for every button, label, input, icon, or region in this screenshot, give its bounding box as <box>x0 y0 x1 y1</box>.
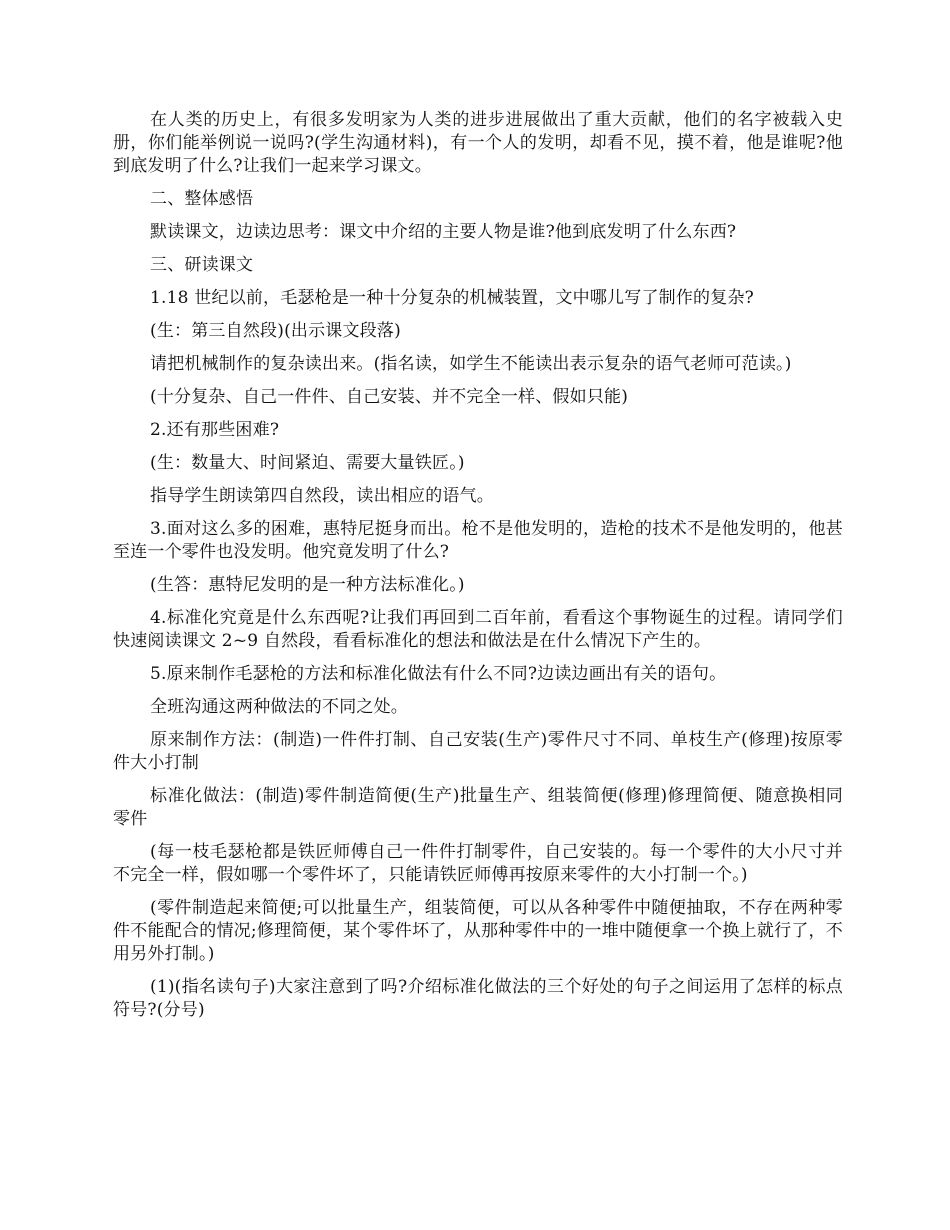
paragraph-punctuation-question: (1)(指名读句子)大家注意到了吗?介绍标准化做法的三个好处的句子之间运用了怎样的标点符号?(分号) <box>113 977 843 1020</box>
paragraph-question-2: 2.还有那些困难? <box>150 420 280 440</box>
paragraph-intro: 在人类的历史上，有很多发明家为人类的进步进展做出了重大贡献，他们的名字被载入史册，你们能举例说一说吗?(学生沟通材料)，有一个人的发明，却看不见，摸不着，他是谁呢?他到底发明了什么?让我们一起来学习课文。 <box>113 110 843 176</box>
paragraph-answer-2: (生：数量大、时间紧迫、需要大量铁匠。) <box>150 453 465 473</box>
paragraph-read-aloud: 请把机械制作的复杂读出来。(指名读，如学生不能读出表示复杂的语气老师可范读。) <box>150 354 792 374</box>
section-heading-study: 三、研读课文 <box>150 255 254 275</box>
paragraph-answer-1: (生：第三自然段)(出示课文段落) <box>150 321 401 341</box>
paragraph-answer-3: (生答：惠特尼发明的是一种方法标准化。) <box>150 575 465 595</box>
document-body <box>113 109 843 1032</box>
paragraph-question-5: 5.原来制作毛瑟枪的方法和标准化做法有什么不同?边读边画出有关的语句。 <box>150 664 727 684</box>
paragraph-question-1: 1.18 世纪以前，毛瑟枪是一种十分复杂的机械装置，文中哪儿写了制作的复杂? <box>150 288 754 308</box>
paragraph-keywords: (十分复杂、自己一件件、自己安装、并不完全一样、假如只能) <box>150 387 629 407</box>
section-heading-overall: 二、整体感悟 <box>150 189 254 209</box>
paragraph-original-detail: (每一枝毛瑟枪都是铁匠师傅自己一件件打制零件，自己安装的。每一个零件的大小尺寸并不完全一样，假如哪一个零件坏了，只能请铁匠师傅再按原来零件的大小打制一个。) <box>113 842 843 885</box>
paragraph-original-method: 原来制作方法：(制造)一件件打制、自己安装(生产)零件尺寸不同、单枝生产(修理)按原零件大小打制 <box>113 730 843 773</box>
paragraph-guidance: 指导学生朗读第四自然段，读出相应的语气。 <box>150 486 494 506</box>
paragraph-class-discussion: 全班沟通这两种做法的不同之处。 <box>150 697 408 717</box>
paragraph-question-4: 4.标准化究竟是什么东西呢?让我们再回到二百年前，看看这个事物诞生的过程。请同学们快速阅读课文 2~9 自然段，看看标准化的想法和做法是在什么情况下产生的。 <box>113 608 843 651</box>
paragraph-standardized-method: 标准化做法：(制造)零件制造简便(生产)批量生产、组装简便(修理)修理简便、随意换相同零件 <box>113 786 843 829</box>
paragraph-question-3: 3.面对这么多的困难，惠特尼挺身而出。枪不是他发明的，造枪的技术不是他发明的，他甚至连一个零件也没发明。他究竟发明了什么? <box>113 519 843 562</box>
paragraph-silent-reading: 默读课文，边读边思考：课文中介绍的主要人物是谁?他到底发明了什么东西? <box>150 222 737 242</box>
paragraph-standardized-detail: (零件制造起来简便;可以批量生产，组装简便，可以从各种零件中随便抽取，不存在两种零件不能配合的情况;修理简便，某个零件坏了，从那种零件中的一堆中随便拿一个换上就行了，不用另外打制。) <box>113 898 843 964</box>
